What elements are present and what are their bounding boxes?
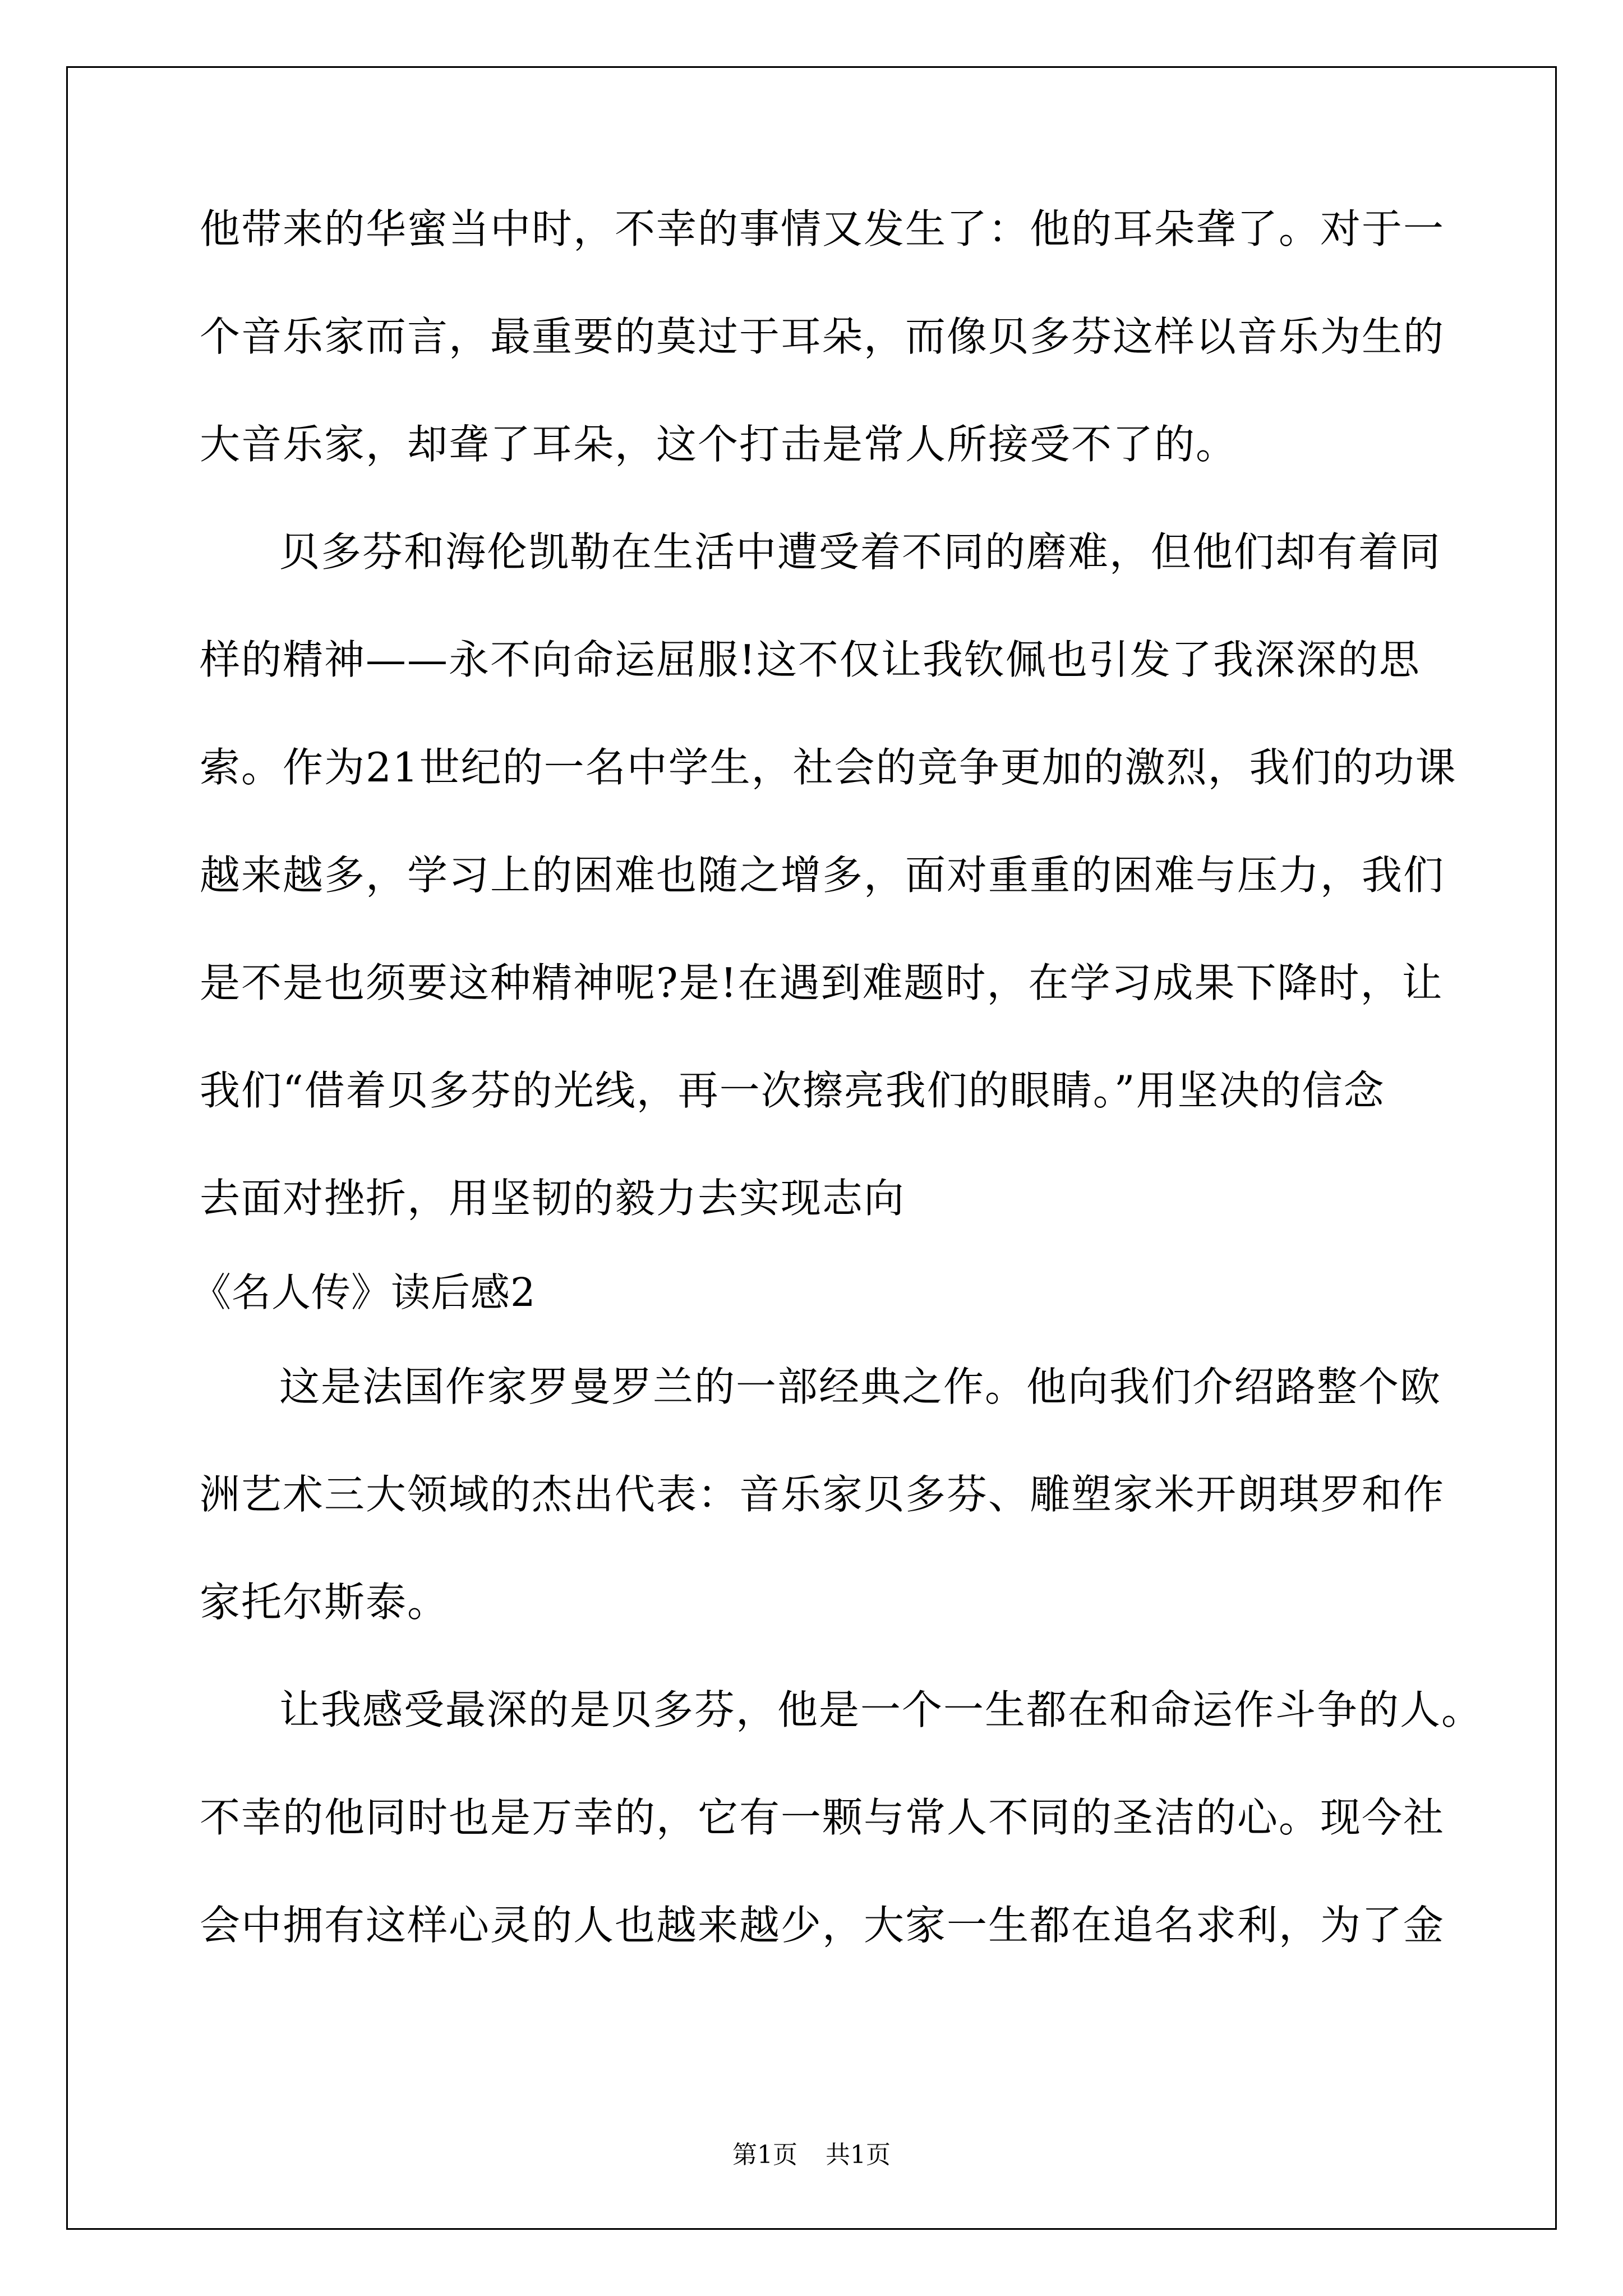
- section-heading: 《名人传》读后感2: [192, 1269, 536, 1315]
- text-line: 我们“借着贝多芬的光线，再一次擦亮我们的眼睛。”用坚决的信念: [200, 1067, 1385, 1114]
- text-line: 让我感受最深的是贝多芬，他是一个一生都在和命运作斗争的人。: [279, 1686, 1483, 1733]
- text-line: 这是法国作家罗曼罗兰的一部经典之作。他向我们介绍路整个欧: [279, 1363, 1442, 1410]
- text-line: 样的精神——永不向命运屈服!这不仅让我钦佩也引发了我深深的思: [200, 636, 1421, 683]
- text-line: 不幸的他同时也是万幸的，它有一颗与常人不同的圣洁的心。现今社: [200, 1794, 1445, 1841]
- text-line: 越来越多，学习上的困难也随之增多，面对重重的困难与压力，我们: [200, 852, 1445, 899]
- text-line: 大音乐家，却聋了耳朵，这个打击是常人所接受不了的。: [200, 421, 1238, 468]
- text-line: 个音乐家而言，最重要的莫过于耳朵，而像贝多芬这样以音乐为生的: [200, 313, 1445, 360]
- text-line: 是不是也须要这种精神呢?是!在遇到难题时，在学习成果下降时，让: [200, 959, 1444, 1006]
- page-total: 共1页: [826, 2141, 891, 2169]
- page-number: 第1页: [732, 2141, 797, 2169]
- text-line: 洲艺术三大领域的杰出代表：音乐家贝多芬、雕塑家米开朗琪罗和作: [200, 1471, 1445, 1518]
- text-line: 他带来的华蜜当中时，不幸的事情又发生了：他的耳朵聋了。对于一: [200, 205, 1445, 252]
- text-line: 家托尔斯泰。: [200, 1579, 449, 1626]
- text-line: 去面对挫折，用坚韧的毅力去实现志向: [200, 1175, 906, 1222]
- page-footer: [0, 2138, 1623, 2172]
- text-line: 会中拥有这样心灵的人也越来越少，大家一生都在追名求利，为了金: [200, 1902, 1445, 1949]
- text-line: 贝多芬和海伦凯勒在生活中遭受着不同的磨难，但他们却有着同: [279, 528, 1442, 576]
- text-line: 索。作为21世纪的一名中学生，社会的竞争更加的激烈，我们的功课: [200, 744, 1457, 791]
